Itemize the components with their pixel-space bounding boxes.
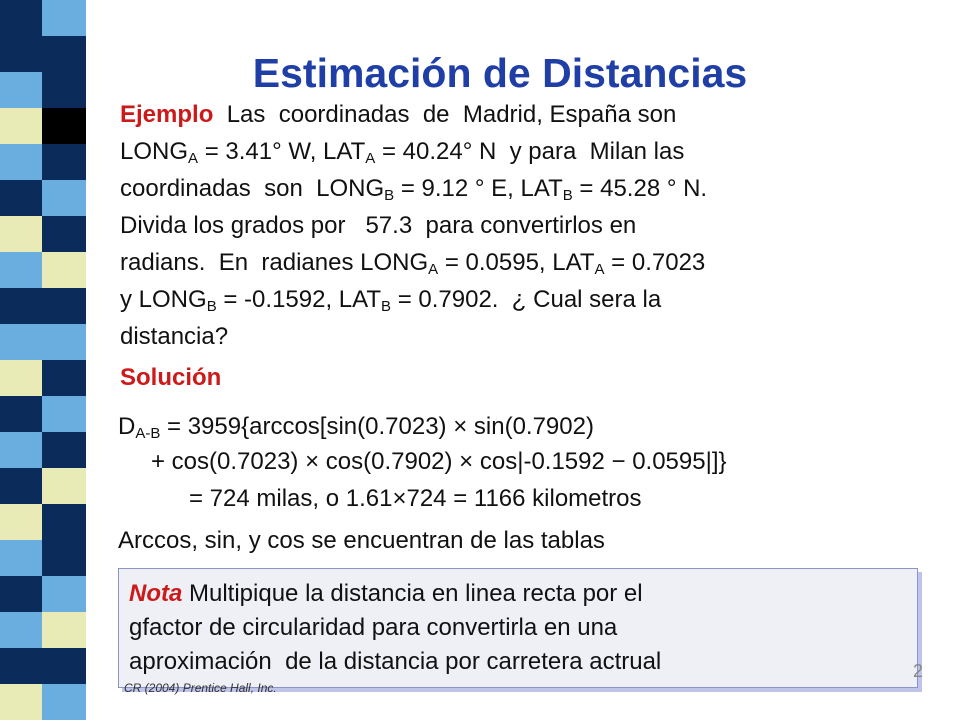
strip-gap bbox=[86, 576, 100, 612]
text-part: coordinadas son LONG bbox=[120, 175, 385, 202]
strip-gap bbox=[86, 468, 100, 504]
note-box bbox=[118, 568, 918, 688]
strip-block bbox=[0, 432, 100, 468]
subscript: B bbox=[381, 298, 392, 315]
strip-gap bbox=[86, 216, 100, 252]
subscript: A-B bbox=[135, 425, 161, 442]
strip-cell bbox=[0, 360, 42, 396]
strip-cell bbox=[42, 576, 86, 612]
strip-cell bbox=[42, 468, 86, 504]
example-line-7: distancia? bbox=[120, 323, 229, 350]
subscript: B bbox=[562, 187, 573, 204]
text-part: = 0.7023 bbox=[604, 249, 706, 276]
note-line-2: gfactor de circularidad para convertirla en una bbox=[129, 614, 618, 641]
strip-cell bbox=[0, 504, 42, 540]
subscript: A bbox=[365, 150, 376, 167]
strip-gap bbox=[86, 0, 100, 36]
strip-cell bbox=[42, 396, 86, 432]
strip-cell bbox=[42, 504, 86, 540]
subscript: B bbox=[384, 187, 395, 204]
strip-cell bbox=[42, 288, 86, 324]
text-part: radians. En radianes LONG bbox=[120, 249, 429, 276]
text-part: = -0.1592, LAT bbox=[216, 286, 382, 313]
strip-gap bbox=[86, 288, 100, 324]
strip-cell bbox=[0, 648, 42, 684]
example-line-6 bbox=[120, 281, 920, 318]
strip-block bbox=[0, 324, 100, 360]
text-part: = 9.12 ° E, LAT bbox=[394, 175, 563, 202]
text-part: = 3.41° W, LAT bbox=[198, 138, 366, 165]
nota-label: Nota bbox=[129, 580, 183, 607]
text-part: = 45.28 ° N. bbox=[572, 175, 708, 202]
text-part: = 0.0595, LAT bbox=[438, 249, 595, 276]
text-part: D bbox=[118, 413, 136, 440]
example-paragraph bbox=[120, 96, 920, 355]
equation-line-1 bbox=[118, 413, 594, 441]
strip-cell bbox=[0, 540, 42, 576]
strip-cell bbox=[0, 0, 42, 36]
note-line-3: aproximación de la distancia por carretera actrual bbox=[129, 648, 662, 675]
strip-block bbox=[0, 180, 100, 216]
decorative-side-strip bbox=[0, 0, 100, 720]
strip-block bbox=[0, 0, 100, 36]
solucion-label: Solución bbox=[120, 364, 222, 391]
example-line-1 bbox=[120, 96, 920, 133]
strip-block bbox=[0, 360, 100, 396]
copyright-text: CR (2004) Prentice Hall, Inc. bbox=[124, 681, 277, 695]
strip-gap bbox=[86, 180, 100, 216]
strip-cell bbox=[42, 612, 86, 648]
text-part: = 0.7902. ¿ Cual sera la bbox=[391, 286, 662, 313]
strip-gap bbox=[86, 540, 100, 576]
text-part: y LONG bbox=[120, 286, 207, 313]
text-part: Multipique la distancia en linea recta por el bbox=[182, 580, 643, 607]
slide-title: Estimación de Distancias bbox=[252, 50, 748, 96]
strip-cell bbox=[0, 288, 42, 324]
strip-block bbox=[0, 216, 100, 252]
subscript: A bbox=[428, 261, 439, 278]
strip-gap bbox=[86, 684, 100, 720]
strip-block bbox=[0, 468, 100, 504]
strip-block bbox=[0, 648, 100, 684]
strip-gap bbox=[86, 252, 100, 288]
text-part: LONG bbox=[120, 138, 189, 165]
text-part: = 40.24° N y para Milan las bbox=[375, 138, 685, 165]
strip-cell bbox=[42, 180, 86, 216]
strip-block bbox=[0, 684, 100, 720]
strip-cell bbox=[42, 540, 86, 576]
strip-cell bbox=[42, 144, 86, 180]
strip-cell bbox=[42, 252, 86, 288]
strip-gap bbox=[86, 324, 100, 360]
example-line-4: Divida los grados por 57.3 para convertirlos en bbox=[120, 212, 637, 239]
strip-cell bbox=[0, 180, 42, 216]
subscript: B bbox=[206, 298, 217, 315]
strip-block bbox=[0, 540, 100, 576]
strip-cell bbox=[42, 0, 86, 36]
subscript: A bbox=[188, 150, 199, 167]
strip-cell bbox=[0, 396, 42, 432]
note-line-1 bbox=[129, 577, 907, 611]
strip-gap bbox=[86, 144, 100, 180]
strip-gap bbox=[86, 396, 100, 432]
strip-cell bbox=[0, 684, 42, 720]
strip-cell bbox=[42, 684, 86, 720]
strip-cell bbox=[42, 360, 86, 396]
strip-block bbox=[0, 288, 100, 324]
example-line-3 bbox=[120, 170, 920, 207]
strip-cell bbox=[42, 324, 86, 360]
strip-cell bbox=[0, 432, 42, 468]
example-line-5 bbox=[120, 244, 920, 281]
page-number: 2 bbox=[913, 661, 924, 681]
strip-block bbox=[0, 396, 100, 432]
strip-block bbox=[0, 108, 100, 144]
subscript: A bbox=[594, 261, 605, 278]
strip-cell bbox=[42, 108, 86, 144]
line1-text: Las coordinadas de Madrid, España son bbox=[213, 101, 677, 128]
strip-block bbox=[0, 612, 100, 648]
strip-block bbox=[0, 576, 100, 612]
ejemplo-label: Ejemplo bbox=[120, 101, 214, 128]
strip-gap bbox=[86, 612, 100, 648]
strip-cell bbox=[0, 252, 42, 288]
equation-line-3: = 724 milas, o 1.61×724 = 1166 kilometros bbox=[189, 485, 642, 512]
strip-gap bbox=[86, 360, 100, 396]
strip-gap bbox=[86, 648, 100, 684]
strip-block bbox=[0, 504, 100, 540]
strip-gap bbox=[86, 504, 100, 540]
strip-cell bbox=[0, 144, 42, 180]
strip-gap bbox=[86, 108, 100, 144]
strip-block bbox=[0, 252, 100, 288]
strip-cell bbox=[0, 324, 42, 360]
strip-cell bbox=[42, 216, 86, 252]
equation-line-2: + cos(0.7023) × cos(0.7902) × cos|-0.1592 − 0.0595|]} bbox=[151, 448, 727, 475]
strip-cell bbox=[0, 108, 42, 144]
example-line-2 bbox=[120, 133, 920, 170]
strip-cell bbox=[42, 648, 86, 684]
strip-gap bbox=[86, 432, 100, 468]
strip-cell bbox=[42, 432, 86, 468]
text-part: = 3959{arccos[sin(0.7023) × sin(0.7902) bbox=[160, 413, 594, 440]
strip-block bbox=[0, 144, 100, 180]
tables-note-text: Arccos, sin, y cos se encuentran de las tablas bbox=[118, 527, 605, 554]
strip-cell bbox=[0, 468, 42, 504]
strip-cell bbox=[0, 576, 42, 612]
strip-cell bbox=[0, 216, 42, 252]
strip-cell bbox=[0, 612, 42, 648]
